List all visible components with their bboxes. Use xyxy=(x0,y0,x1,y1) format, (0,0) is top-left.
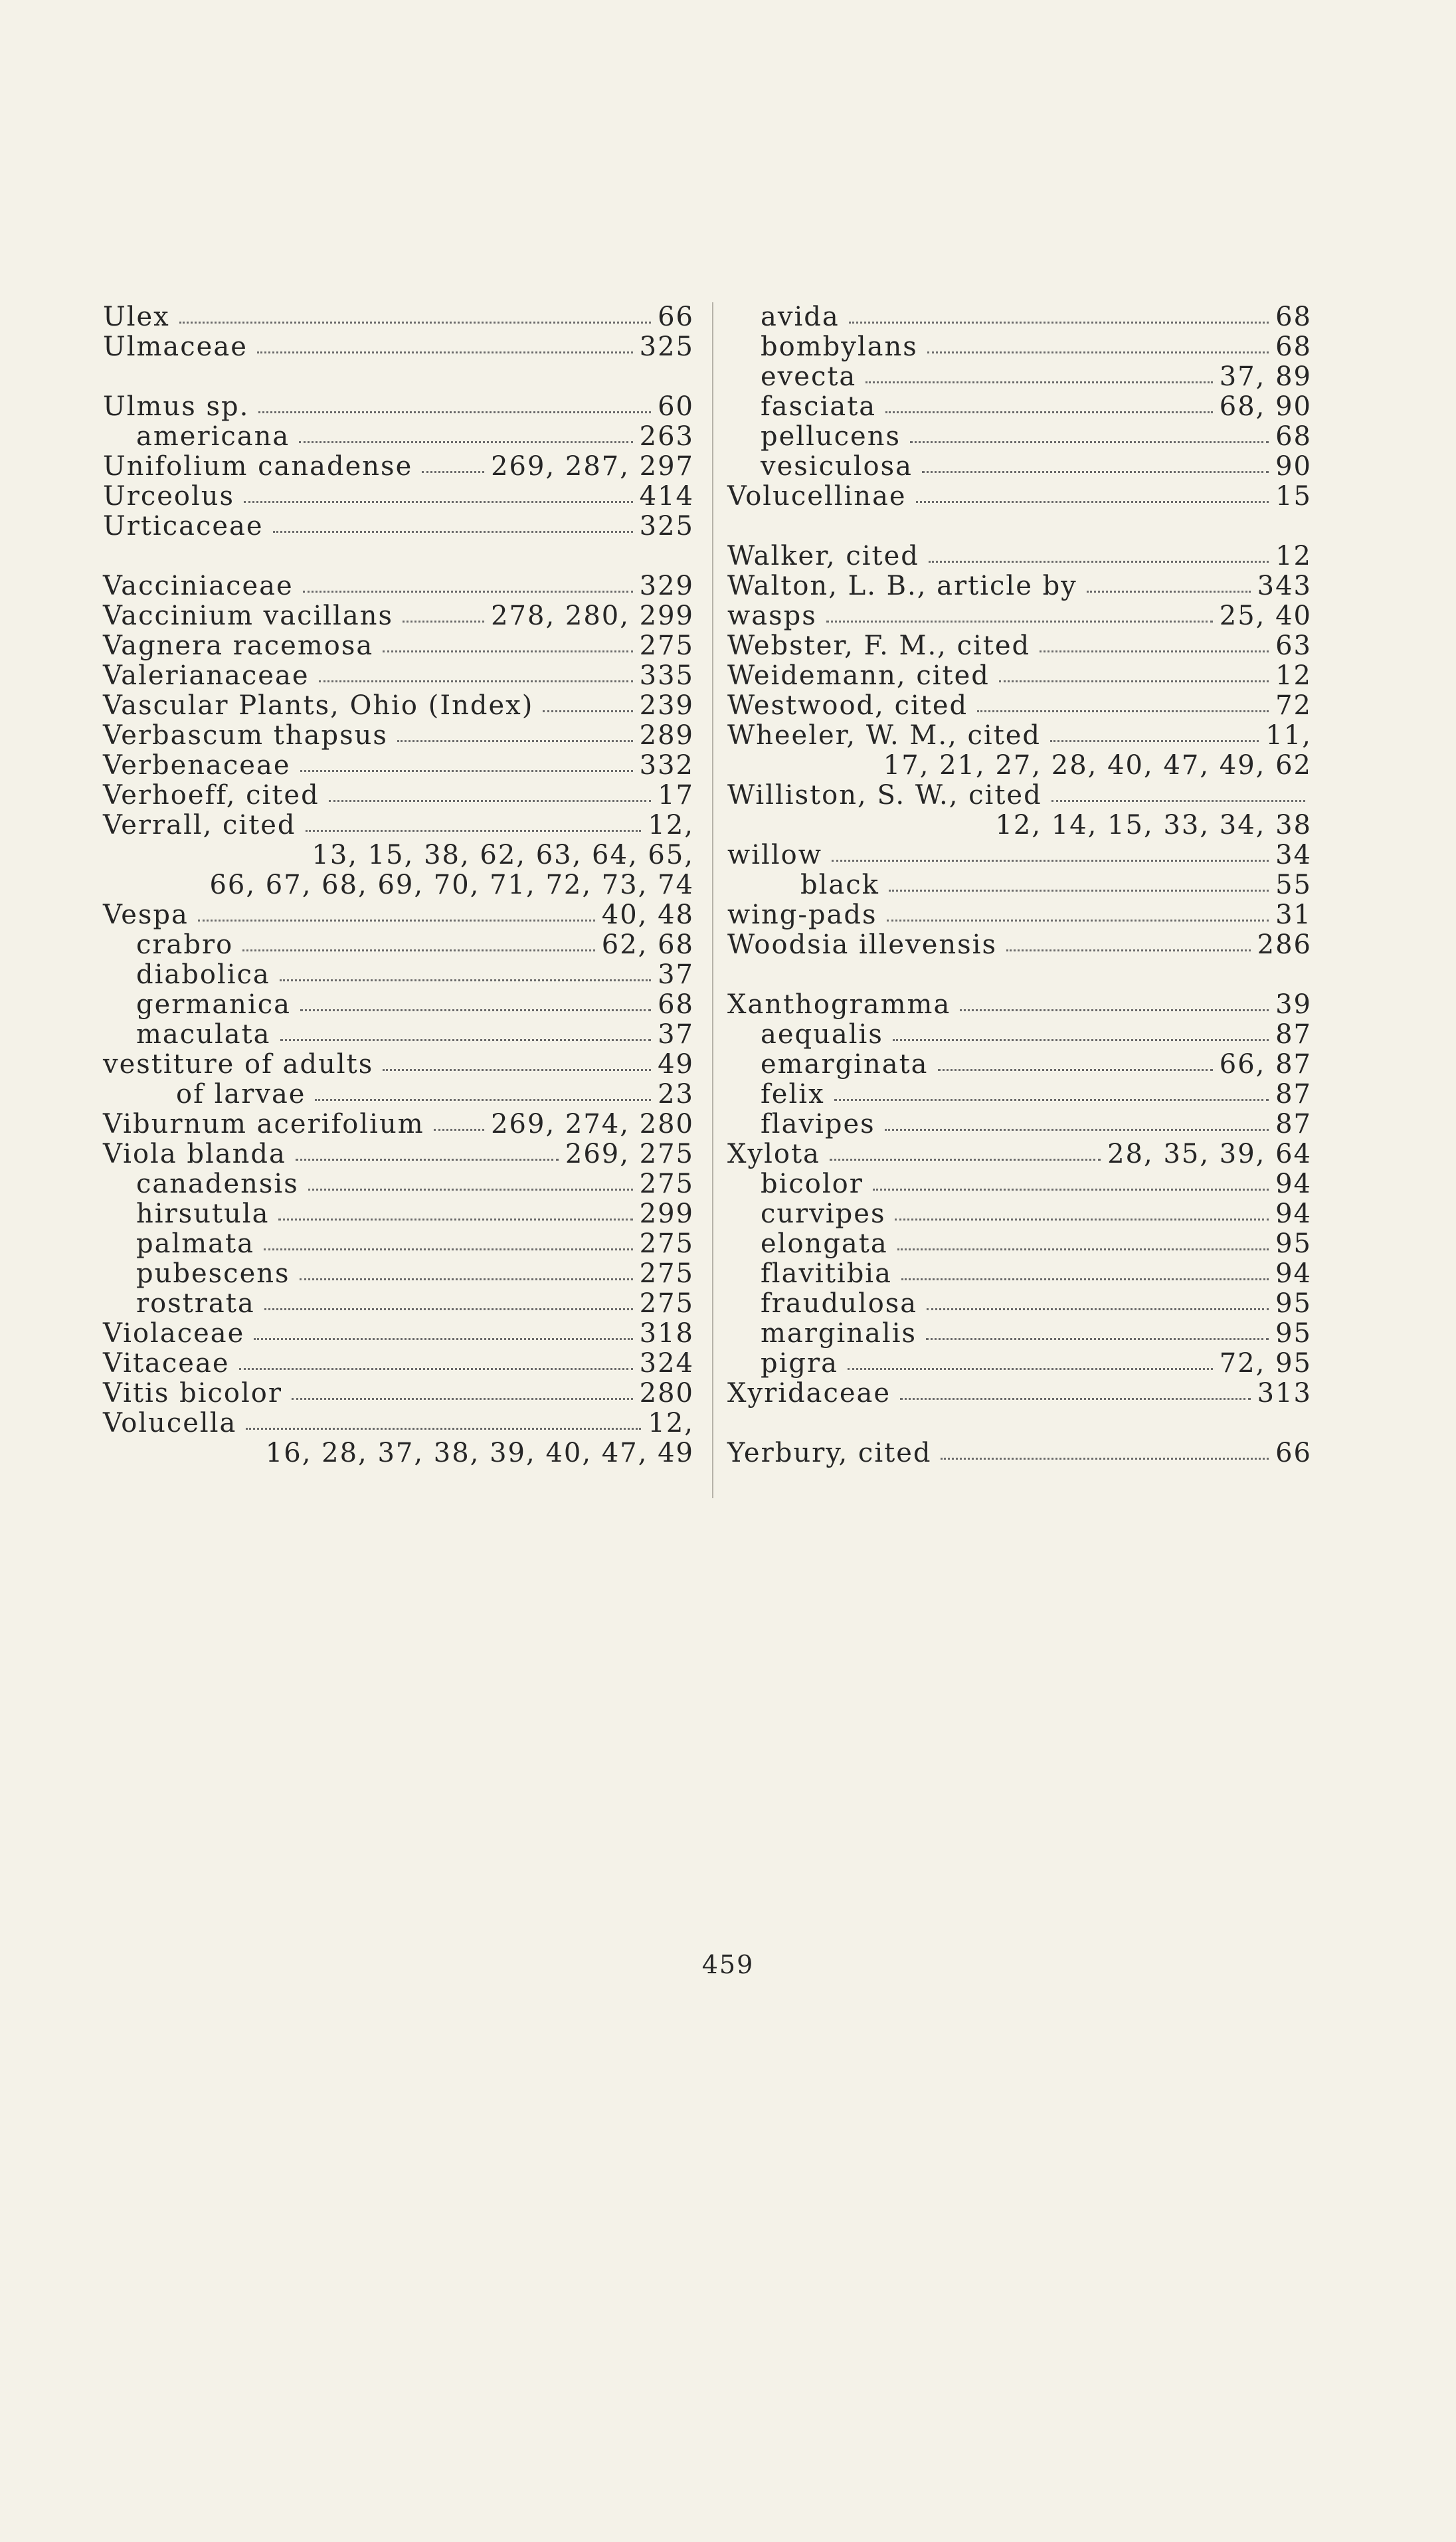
dot-leader xyxy=(239,1368,633,1370)
index-pages: 39 xyxy=(1275,989,1312,1020)
index-entry xyxy=(727,452,1312,482)
dot-leader xyxy=(1050,740,1259,742)
index-entry-continuation: 16, 28, 37, 38, 39, 40, 47, 49 xyxy=(265,1438,694,1468)
index-pages: 325 xyxy=(639,511,694,541)
index-entry xyxy=(727,1020,1312,1050)
index-term: crabro xyxy=(136,929,234,960)
index-term: Vitaceae xyxy=(103,1348,230,1379)
dot-leader xyxy=(910,441,1269,443)
index-term: Ulmus sp. xyxy=(103,391,250,422)
index-pages: 275 xyxy=(639,1288,694,1319)
dot-leader xyxy=(873,1189,1269,1191)
index-entry xyxy=(103,571,694,601)
index-pages: 299 xyxy=(639,1199,694,1229)
dot-leader xyxy=(278,1219,632,1221)
index-term: pigra xyxy=(761,1348,838,1379)
dot-leader xyxy=(893,1039,1269,1041)
index-term: Viburnum acerifolium xyxy=(103,1109,424,1139)
dot-leader xyxy=(397,740,633,742)
index-pages: 37 xyxy=(658,1019,694,1050)
index-term: bicolor xyxy=(761,1169,864,1199)
index-pages: 72 xyxy=(1275,690,1312,721)
index-entry xyxy=(727,362,1312,392)
index-entry xyxy=(103,1379,694,1409)
dot-leader xyxy=(1040,650,1269,652)
dot-leader xyxy=(246,1428,641,1430)
index-pages: 239 xyxy=(639,690,694,721)
dot-leader xyxy=(849,322,1269,324)
index-entry xyxy=(103,661,694,691)
dot-leader xyxy=(865,381,1213,383)
index-term: Verbenaceae xyxy=(103,750,291,781)
index-entry xyxy=(727,1110,1312,1139)
index-pages: 12, xyxy=(648,810,694,840)
index-term: elongata xyxy=(761,1228,888,1259)
index-term: vesiculosa xyxy=(761,451,913,482)
index-term: Vagnera racemosa xyxy=(103,631,374,661)
index-pages: 49 xyxy=(658,1049,694,1080)
index-term: Verrall, cited xyxy=(103,810,296,840)
index-pages: 335 xyxy=(639,660,694,691)
index-entry xyxy=(727,601,1312,631)
index-term: Verbascum thapsus xyxy=(103,720,388,751)
dot-leader xyxy=(300,1009,651,1011)
index-pages: 95 xyxy=(1275,1288,1312,1319)
index-term: Vitis bicolor xyxy=(103,1378,282,1409)
index-pages: 87 xyxy=(1275,1079,1312,1110)
index-pages: 289 xyxy=(639,720,694,751)
dot-leader xyxy=(1051,800,1305,802)
dot-leader xyxy=(296,1159,559,1161)
index-pages: 12 xyxy=(1275,541,1312,571)
index-pages: 68 xyxy=(1275,421,1312,452)
index-pages: 275 xyxy=(639,631,694,661)
index-pages: 34 xyxy=(1275,840,1312,870)
index-entry xyxy=(727,1229,1312,1259)
index-term: Wheeler, W. M., cited xyxy=(727,720,1042,751)
index-pages: 68, 90 xyxy=(1219,391,1312,422)
index-pages: 17 xyxy=(658,780,694,811)
index-term: Westwood, cited xyxy=(727,690,968,721)
index-pages: 66, 87 xyxy=(1219,1049,1312,1080)
index-pages: 31 xyxy=(1275,900,1312,930)
dot-leader xyxy=(258,411,651,413)
index-entry xyxy=(727,631,1312,661)
page-number: 459 xyxy=(701,1950,755,1979)
index-term: Webster, F. M., cited xyxy=(727,631,1031,661)
index-entry xyxy=(103,631,694,661)
index-pages: 37, 89 xyxy=(1219,361,1312,392)
index-term: Volucella xyxy=(103,1408,237,1438)
index-term: pellucens xyxy=(761,421,901,452)
index-term: palmata xyxy=(136,1228,254,1259)
dot-leader xyxy=(897,1248,1269,1250)
index-entry xyxy=(727,721,1312,751)
index-entry xyxy=(103,422,694,452)
index-term: maculata xyxy=(136,1019,271,1050)
index-pages: 269, 275 xyxy=(565,1139,694,1169)
dot-leader xyxy=(383,650,632,652)
index-term: Unifolium canadense xyxy=(103,451,413,482)
index-term: emarginata xyxy=(761,1049,929,1080)
index-term: Volucellinae xyxy=(727,481,907,512)
index-entry xyxy=(727,541,1312,571)
index-pages: 313 xyxy=(1257,1378,1312,1409)
index-entry xyxy=(727,990,1312,1020)
dot-leader xyxy=(885,411,1213,413)
index-pages: 23 xyxy=(658,1079,694,1110)
index-entry xyxy=(727,482,1312,512)
index-entry xyxy=(103,452,694,482)
index-term: Xyridaceae xyxy=(727,1378,891,1409)
index-pages: 87 xyxy=(1275,1109,1312,1139)
dot-leader xyxy=(434,1129,484,1131)
index-pages: 90 xyxy=(1275,451,1312,482)
index-entry xyxy=(727,422,1312,452)
index-pages: 66 xyxy=(1275,1438,1312,1468)
dot-leader xyxy=(916,501,1269,503)
dot-leader xyxy=(929,561,1269,563)
index-term: Violaceae xyxy=(103,1318,245,1349)
index-term: Viola blanda xyxy=(103,1139,286,1169)
index-entry xyxy=(103,1050,694,1080)
index-pages: 324 xyxy=(639,1348,694,1379)
index-entry xyxy=(103,1139,694,1169)
index-entry xyxy=(727,900,1312,930)
index-entry xyxy=(103,1259,694,1289)
index-term: avida xyxy=(761,302,840,332)
index-entry xyxy=(727,930,1312,960)
dot-leader xyxy=(257,351,633,353)
index-pages: 94 xyxy=(1275,1258,1312,1289)
index-term: wing-pads xyxy=(727,900,877,930)
index-pages: 68 xyxy=(1275,302,1312,332)
index-entry-continuation: 13, 15, 38, 62, 63, 64, 65, xyxy=(312,840,694,870)
dot-leader xyxy=(895,1219,1269,1221)
dot-leader xyxy=(306,830,642,832)
index-term: rostrata xyxy=(136,1288,255,1319)
index-term: canadensis xyxy=(136,1169,299,1199)
index-pages: 269, 287, 297 xyxy=(491,451,694,482)
dot-leader xyxy=(826,621,1213,623)
dot-leader xyxy=(299,441,632,443)
index-entry xyxy=(727,1259,1312,1289)
dot-leader xyxy=(889,890,1269,892)
dot-leader xyxy=(901,1278,1269,1280)
dot-leader xyxy=(922,471,1269,473)
dot-leader xyxy=(977,710,1269,712)
index-entry xyxy=(727,870,1312,900)
index-pages: 94 xyxy=(1275,1199,1312,1229)
dot-leader xyxy=(941,1458,1269,1460)
index-term: fraudulosa xyxy=(761,1288,918,1319)
index-entry xyxy=(727,1438,1312,1468)
index-entry xyxy=(103,1199,694,1229)
index-entry xyxy=(103,332,694,362)
index-term: curvipes xyxy=(761,1199,886,1229)
index-pages: 95 xyxy=(1275,1228,1312,1259)
index-entry xyxy=(103,930,694,960)
column-divider xyxy=(712,302,713,1498)
index-term: Xylota xyxy=(727,1139,820,1169)
index-pages: 66 xyxy=(658,302,694,332)
index-term: pubescens xyxy=(136,1258,290,1289)
index-pages: 280 xyxy=(639,1378,694,1409)
index-term: diabolica xyxy=(136,959,270,990)
index-entry xyxy=(103,1110,694,1139)
dot-leader xyxy=(179,322,651,324)
index-term: flavitibia xyxy=(761,1258,892,1289)
index-term: Walker, cited xyxy=(727,541,919,571)
index-pages: 343 xyxy=(1257,571,1312,601)
index-pages: 87 xyxy=(1275,1019,1312,1050)
index-column-right xyxy=(727,302,1312,1468)
index-entry xyxy=(103,781,694,811)
index-entry xyxy=(103,482,694,512)
dot-leader xyxy=(999,680,1269,682)
index-pages: 63 xyxy=(1275,631,1312,661)
index-entry xyxy=(727,1319,1312,1349)
index-entry xyxy=(103,601,694,631)
index-term: Vascular Plants, Ohio (Index) xyxy=(103,690,534,721)
index-pages: 269, 274, 280 xyxy=(491,1109,694,1139)
index-term: Walton, L. B., article by xyxy=(727,571,1077,601)
index-entry xyxy=(727,302,1312,332)
dot-leader xyxy=(264,1248,633,1250)
dot-leader xyxy=(198,920,595,922)
index-pages: 40, 48 xyxy=(601,900,694,930)
index-term: Weidemann, cited xyxy=(727,660,990,691)
index-pages: 28, 35, 39, 64 xyxy=(1107,1139,1312,1169)
index-term: flavipes xyxy=(761,1109,875,1139)
dot-leader xyxy=(300,770,633,772)
index-term: fasciata xyxy=(761,391,877,422)
index-term: black xyxy=(800,870,879,900)
dot-leader xyxy=(927,351,1269,353)
index-entry xyxy=(103,960,694,990)
index-entry xyxy=(103,1080,694,1110)
index-pages: 15 xyxy=(1275,481,1312,512)
index-term: Williston, S. W., cited xyxy=(727,780,1042,811)
dot-leader xyxy=(329,800,651,802)
index-pages: 25, 40 xyxy=(1219,601,1312,631)
index-pages: 318 xyxy=(639,1318,694,1349)
index-pages: 12, xyxy=(648,1408,694,1438)
index-pages: 332 xyxy=(639,750,694,781)
dot-leader xyxy=(834,1099,1269,1101)
dot-leader xyxy=(280,1039,652,1041)
dot-leader xyxy=(292,1398,633,1400)
index-term: Yerbury, cited xyxy=(727,1438,932,1468)
dot-leader xyxy=(926,1338,1269,1340)
index-term: Valerianaceae xyxy=(103,660,310,691)
index-term: Vacciniaceae xyxy=(103,571,294,601)
index-entry xyxy=(727,1289,1312,1319)
index-term: Vespa xyxy=(103,900,189,930)
index-entry xyxy=(727,1379,1312,1409)
index-pages: 325 xyxy=(639,332,694,362)
index-entry-continuation: 66, 67, 68, 69, 70, 71, 72, 73, 74 xyxy=(209,870,694,900)
index-entry xyxy=(727,840,1312,870)
dot-leader xyxy=(900,1398,1251,1400)
index-entry xyxy=(727,332,1312,362)
index-pages: 68 xyxy=(658,989,694,1020)
index-term: aequalis xyxy=(761,1019,883,1050)
index-term: Ulex xyxy=(103,302,170,332)
dot-leader xyxy=(938,1069,1213,1071)
index-entry xyxy=(103,811,694,840)
index-entry xyxy=(103,1409,694,1438)
index-entry xyxy=(103,721,694,751)
index-pages: 278, 280, 299 xyxy=(491,601,694,631)
dot-leader xyxy=(319,680,633,682)
index-term: Woodsia illevensis xyxy=(727,929,997,960)
index-entry xyxy=(103,1020,694,1050)
index-term: bombylans xyxy=(761,332,918,362)
index-entry xyxy=(727,691,1312,721)
dot-leader xyxy=(422,471,484,473)
index-pages: 68 xyxy=(1275,332,1312,362)
index-entry xyxy=(727,1139,1312,1169)
dot-leader xyxy=(848,1368,1213,1370)
index-term: felix xyxy=(761,1079,825,1110)
dot-leader xyxy=(887,920,1269,922)
index-entry xyxy=(103,1289,694,1319)
index-pages: 37 xyxy=(658,959,694,990)
index-term: of larvae xyxy=(176,1079,306,1110)
index-pages: 414 xyxy=(639,481,694,512)
index-entry xyxy=(103,751,694,781)
dot-leader xyxy=(303,591,633,593)
index-term: Xanthogramma xyxy=(727,989,951,1020)
index-entry xyxy=(727,392,1312,422)
index-entry-continuation: 12, 14, 15, 33, 34, 38 xyxy=(995,810,1312,840)
index-entry xyxy=(103,1169,694,1199)
index-pages: 94 xyxy=(1275,1169,1312,1199)
dot-leader xyxy=(927,1308,1269,1310)
index-entry xyxy=(727,1050,1312,1080)
index-entry xyxy=(103,691,694,721)
dot-leader xyxy=(832,860,1269,862)
index-term: Ulmaceae xyxy=(103,332,248,362)
index-entry xyxy=(727,1169,1312,1199)
index-entry xyxy=(103,1229,694,1259)
index-entry xyxy=(727,781,1312,811)
dot-leader xyxy=(308,1189,633,1191)
index-pages: 329 xyxy=(639,571,694,601)
dot-leader xyxy=(242,949,595,951)
index-entry xyxy=(103,512,694,541)
index-entry xyxy=(727,661,1312,691)
index-term: germanica xyxy=(136,989,291,1020)
dot-leader xyxy=(960,1009,1269,1011)
index-term: wasps xyxy=(727,601,817,631)
dot-leader xyxy=(244,501,633,503)
index-term: willow xyxy=(727,840,822,870)
index-entry-continuation: 17, 21, 27, 28, 40, 47, 49, 62 xyxy=(883,750,1312,781)
index-term: americana xyxy=(136,421,290,452)
index-pages: 12 xyxy=(1275,660,1312,691)
index-pages: 275 xyxy=(639,1169,694,1199)
index-term: marginalis xyxy=(761,1318,917,1349)
dot-leader xyxy=(830,1159,1101,1161)
index-pages: 275 xyxy=(639,1228,694,1259)
index-pages: 60 xyxy=(658,391,694,422)
index-entry xyxy=(103,1349,694,1379)
dot-leader xyxy=(383,1069,651,1071)
index-term: Urticaceae xyxy=(103,511,264,541)
dot-leader xyxy=(1087,591,1251,593)
dot-leader xyxy=(264,1308,633,1310)
index-term: vestiture of adults xyxy=(103,1049,374,1080)
index-pages: 95 xyxy=(1275,1318,1312,1349)
dot-leader xyxy=(273,531,633,533)
dot-leader xyxy=(885,1129,1269,1131)
index-term: Urceolus xyxy=(103,481,235,512)
index-pages: 275 xyxy=(639,1258,694,1289)
index-pages: 11, xyxy=(1265,720,1312,751)
index-pages: 72, 95 xyxy=(1219,1348,1312,1379)
index-entry xyxy=(727,1080,1312,1110)
index-term: evecta xyxy=(761,361,857,392)
index-entry xyxy=(727,1349,1312,1379)
index-entry xyxy=(727,571,1312,601)
index-pages: 62, 68 xyxy=(601,929,694,960)
index-entry xyxy=(103,392,694,422)
dot-leader xyxy=(280,979,651,981)
dot-leader xyxy=(543,710,632,712)
dot-leader xyxy=(300,1278,633,1280)
index-column-left xyxy=(103,302,694,1468)
index-term: Vaccinium vacillans xyxy=(103,601,393,631)
index-pages: 55 xyxy=(1275,870,1312,900)
dot-leader xyxy=(1006,949,1251,951)
index-entry xyxy=(727,1199,1312,1229)
index-entry xyxy=(103,990,694,1020)
index-term: hirsutula xyxy=(136,1199,270,1229)
index-entry xyxy=(103,302,694,332)
dot-leader xyxy=(403,621,484,623)
index-pages: 263 xyxy=(639,421,694,452)
dot-leader xyxy=(254,1338,632,1340)
index-entry xyxy=(103,900,694,930)
dot-leader xyxy=(315,1099,651,1101)
index-term: Verhoeff, cited xyxy=(103,780,319,811)
index-entry xyxy=(103,1319,694,1349)
index-pages: 286 xyxy=(1257,929,1312,960)
